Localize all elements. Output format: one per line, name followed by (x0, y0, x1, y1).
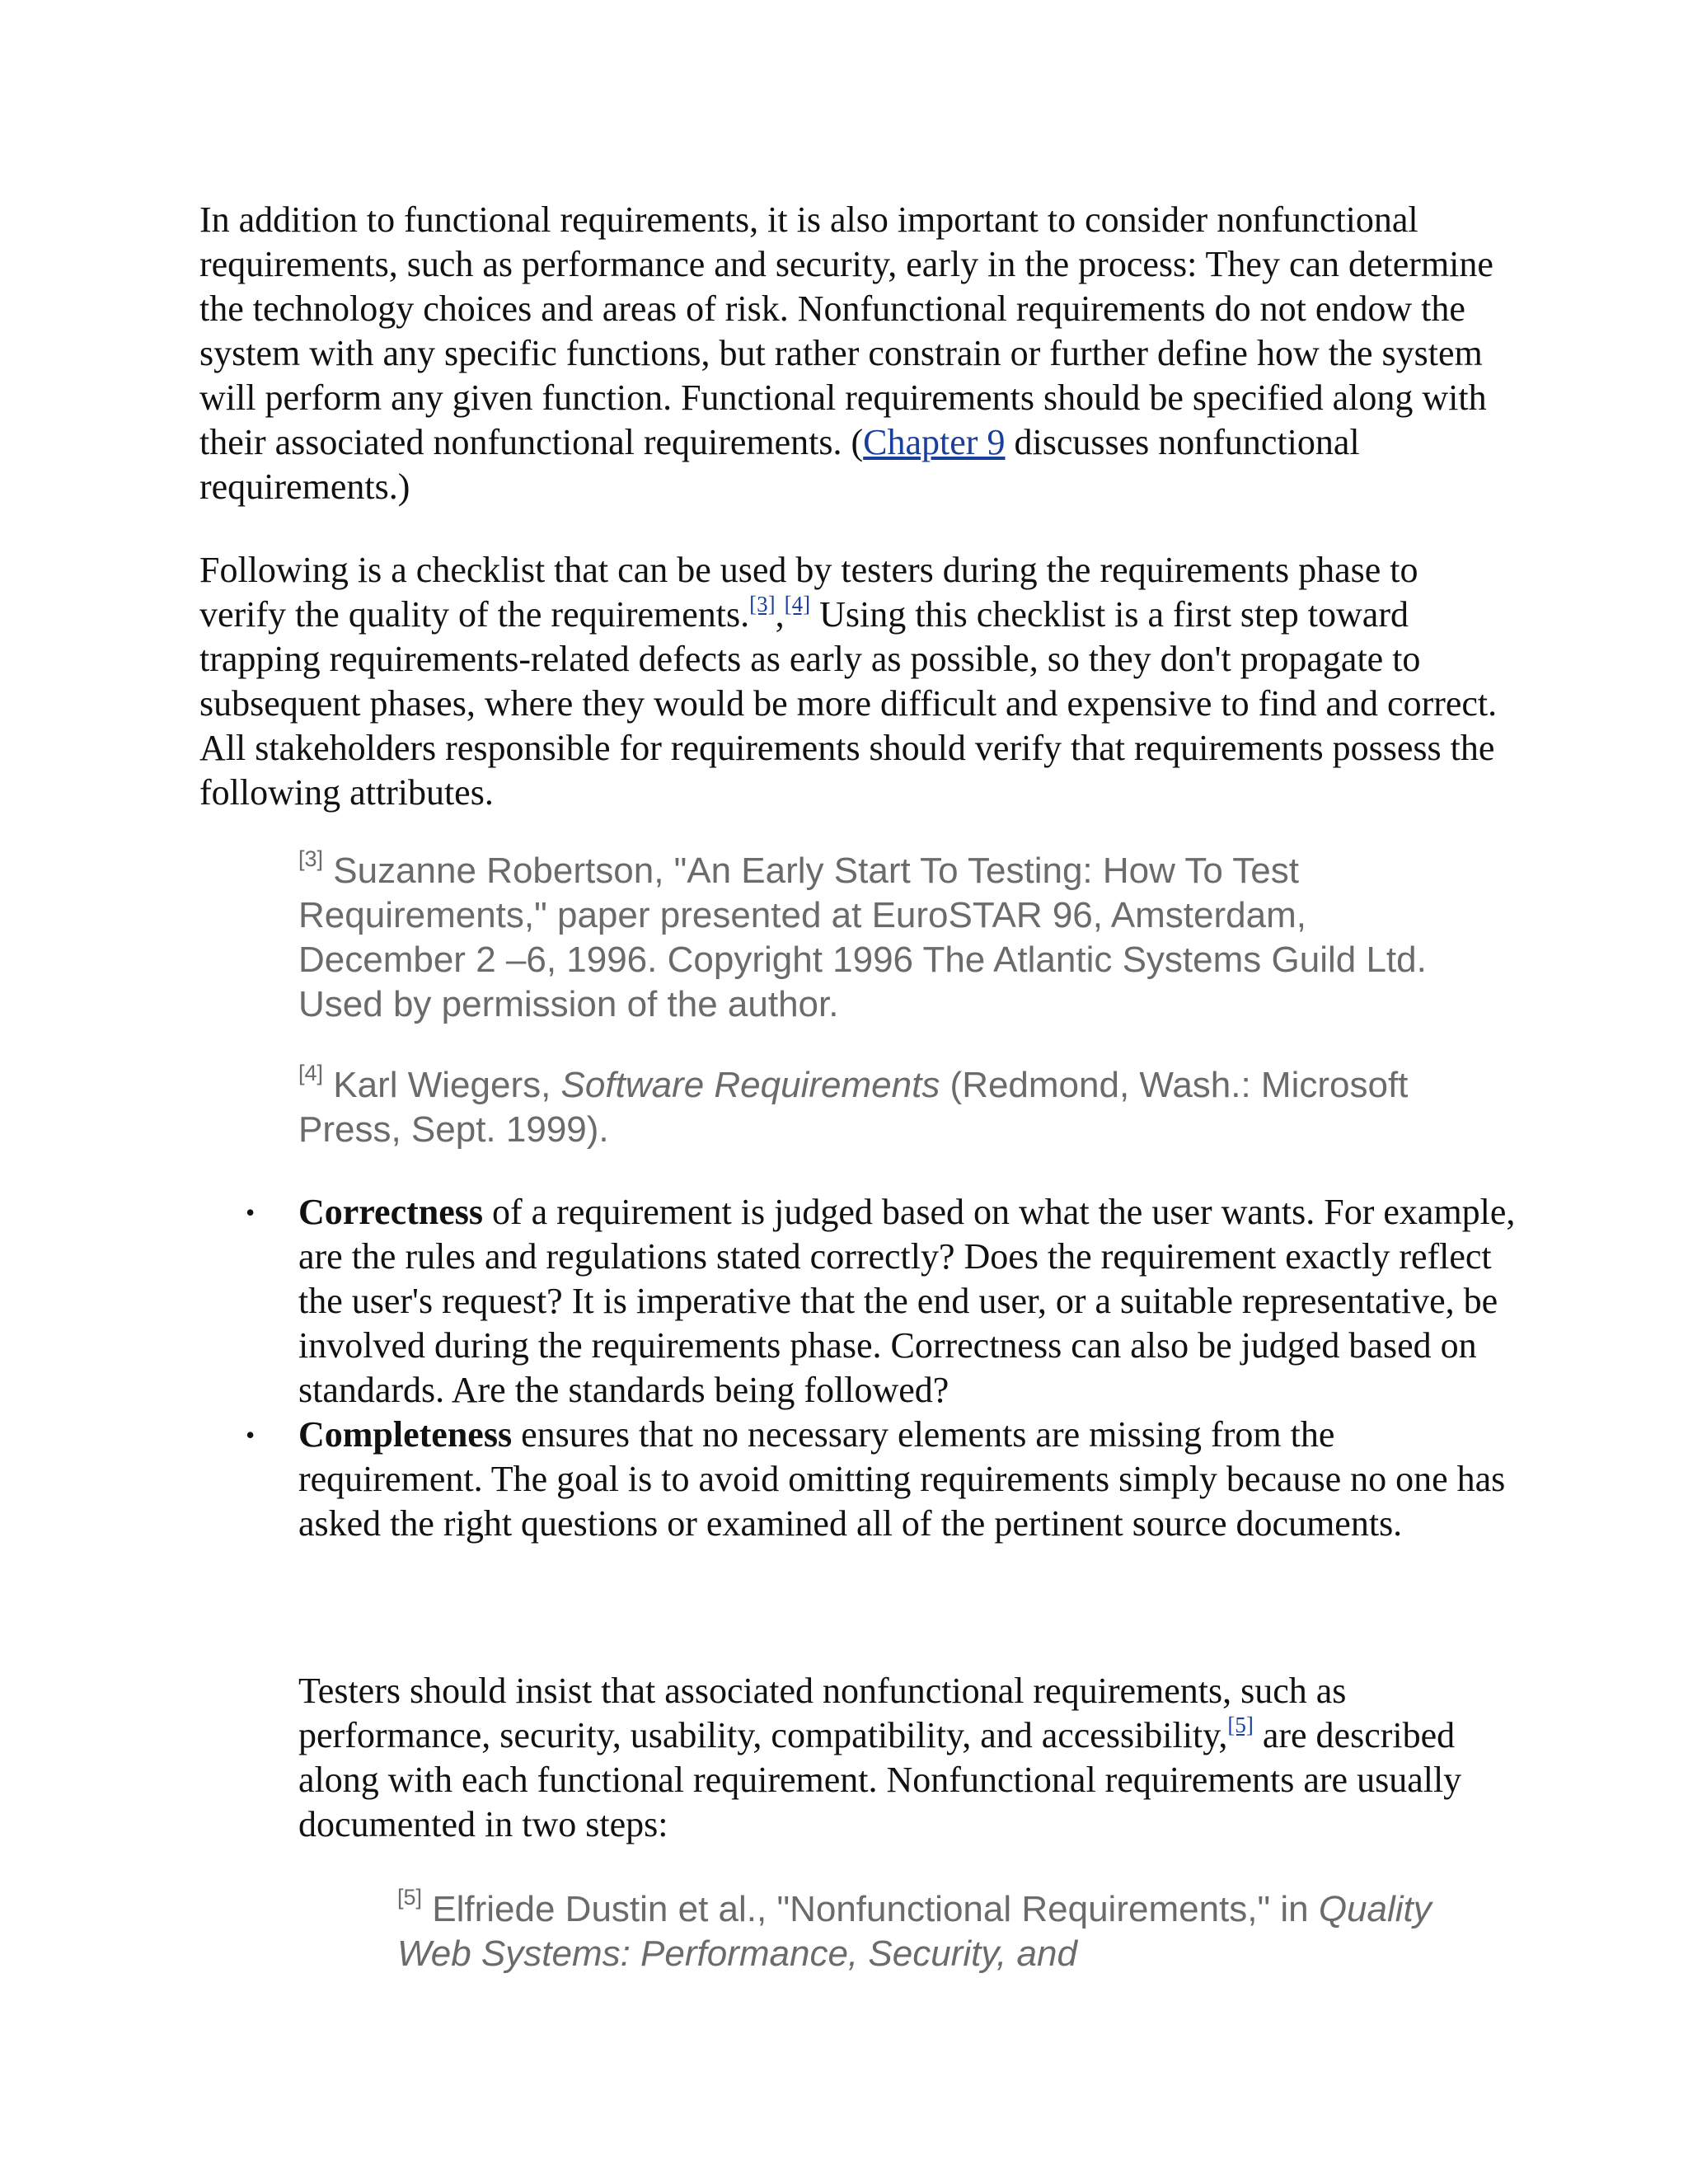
footnote-ref-5-link[interactable]: [5] (1227, 1713, 1254, 1737)
footnote-3 (298, 846, 1469, 1027)
footnote-5-book-title: Quality Web Systems: Performance, Security, and (397, 1889, 1432, 1974)
attribute-list (199, 1190, 1518, 1546)
list-item-completeness (199, 1413, 1518, 1546)
intro-text-end: discusses nonfunctional requirements.) (199, 422, 1360, 507)
footnote-5 (397, 1887, 1469, 1976)
footnote-3-marker: [3] (298, 846, 324, 871)
correctness-description: of a requirement is judged based on what the user wants. For example, are the rules and regulations stated correctly? Does the requirement exactly reflect the user's request? It is imperative that the end user, or a suitable representative, be involved during the requirements phase. Correctness can also be judged based on standards. Are the standards being followed? (298, 1192, 1516, 1410)
footnote-ref-3[interactable] (749, 592, 775, 616)
bullet-icon: • (246, 1197, 256, 1227)
footnote-4-text-end: (Redmond, Wash.: Microsoft Press, Sept. 1999). (298, 1065, 1409, 1150)
footnote-3-text: Suzanne Robertson, "An Early Start To Testing: How To Test Requirements," paper presented at EuroSTAR 96, Amsterdam, December 2 –6, 1996. Copyright 1996 The Atlantic Systems Guild Ltd. Used by permission of the author. (298, 851, 1427, 1024)
ref-separator: , (775, 594, 785, 635)
footnote-ref-3-link[interactable]: [3] (749, 592, 776, 616)
checklist-text: Following is a checklist that can be used by testers during the requirements phase to verify the quality of the requirements. (199, 550, 1418, 635)
footnote-4-marker: [4] (298, 1061, 324, 1085)
footnote-4 (298, 1063, 1469, 1152)
completeness-description: ensures that no necessary elements are missing from the requirement. The goal is to avoid omitting requirements simply because no one has asked the right questions or examined all of the pertinent source documents. (298, 1414, 1506, 1544)
list-item-correctness (199, 1190, 1518, 1413)
intro-text: In addition to functional requirements, it is also important to consider nonfunctional requirements, such as performance and security, early in the process: They can determine the technology choices and areas of risk. Nonfunctional requirements do not endow the system with any specific functions, but rather constrain or further define how the system will perform any given function. Functional requirements should be specified along with their associated nonfunctional requirements. ( (199, 199, 1493, 462)
footnote-4-book-title: Software Requirements (560, 1065, 940, 1105)
checklist-text-end: Using this checklist is a first step toward trapping requirements-related defects as early as possible, so they don't propagate to subsequent phases, where they would be more difficult and expensive to find and correct. All stakeholders responsible for requirements should verify that requirements possess the following attributes. (199, 594, 1498, 813)
term-correctness: Correctness (298, 1192, 483, 1232)
bullet-icon: • (246, 1420, 256, 1450)
footnote-ref-4[interactable] (785, 592, 810, 616)
intro-paragraph (199, 198, 1502, 509)
footnote-ref-4-link[interactable]: [4] (784, 592, 811, 616)
footnote-5-text: Elfriede Dustin et al., "Nonfunctional Requirements," in (422, 1889, 1319, 1929)
nonfunctional-text: Testers should insist that associated nonfunctional requirements, such as performance, security, usability, compatibility, and accessibility, (298, 1671, 1347, 1755)
checklist-paragraph (199, 548, 1502, 815)
chapter-9-link[interactable]: Chapter 9 (863, 422, 1006, 462)
footnote-5-marker: [5] (397, 1885, 423, 1910)
footnote-4-text: Karl Wiegers, (323, 1065, 561, 1105)
nonfunctional-text-end: are described along with each functional requirement. Nonfunctional requirements are usually documented in two steps: (298, 1715, 1462, 1844)
footnote-ref-5[interactable] (1227, 1713, 1253, 1737)
nonfunctional-paragraph (298, 1669, 1502, 1847)
term-completeness: Completeness (298, 1414, 513, 1455)
